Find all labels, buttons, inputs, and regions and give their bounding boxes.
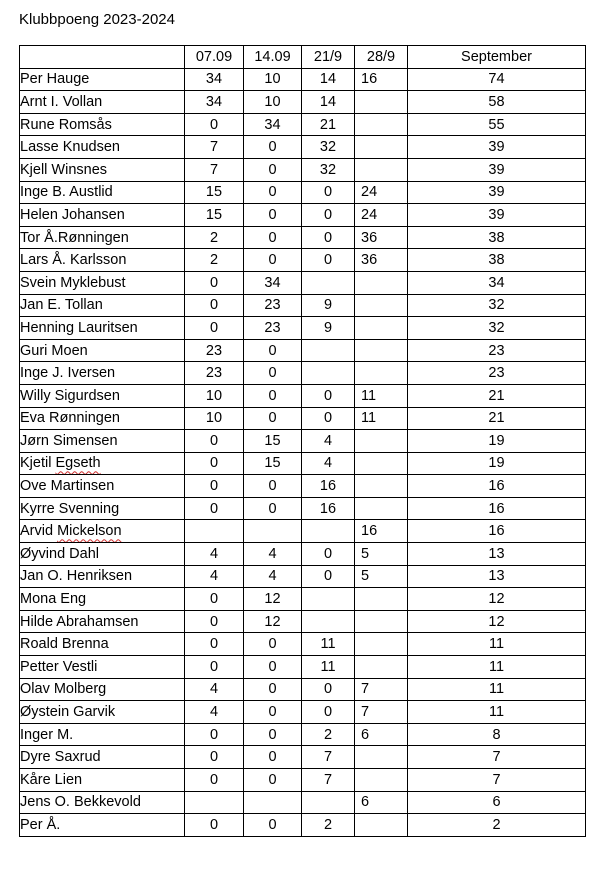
score-cell: 0	[185, 633, 244, 656]
player-name: Jens O. Bekkevold	[20, 791, 185, 814]
player-name: Per Hauge	[20, 68, 185, 91]
score-cell: 11	[302, 656, 355, 679]
score-cell: 15	[244, 452, 302, 475]
table-row	[20, 701, 586, 724]
score-cell: 0	[185, 814, 244, 837]
total-cell: 55	[408, 113, 586, 136]
score-cell	[355, 497, 408, 520]
score-cell: 0	[244, 226, 302, 249]
player-name: Guri Moen	[20, 339, 185, 362]
score-cell	[185, 520, 244, 543]
table-row	[20, 91, 586, 114]
table-row	[20, 769, 586, 792]
table-row	[20, 475, 586, 498]
table-row	[20, 384, 586, 407]
score-cell: 0	[244, 136, 302, 159]
score-cell: 4	[302, 452, 355, 475]
table-row	[20, 723, 586, 746]
score-cell	[355, 113, 408, 136]
score-cell: 0	[244, 633, 302, 656]
table-row	[20, 520, 586, 543]
score-cell: 23	[185, 362, 244, 385]
score-cell: 0	[185, 723, 244, 746]
score-cell	[355, 746, 408, 769]
score-cell	[355, 588, 408, 611]
score-cell: 23	[244, 294, 302, 317]
score-cell: 16	[302, 497, 355, 520]
score-cell	[302, 520, 355, 543]
player-name: Inger M.	[20, 723, 185, 746]
score-cell: 7	[355, 678, 408, 701]
score-cell	[355, 271, 408, 294]
score-cell: 23	[185, 339, 244, 362]
total-cell: 7	[408, 769, 586, 792]
score-cell: 34	[244, 271, 302, 294]
score-cell	[355, 814, 408, 837]
score-cell	[355, 610, 408, 633]
total-cell: 34	[408, 271, 586, 294]
table-row	[20, 633, 586, 656]
player-name: Per Å.	[20, 814, 185, 837]
score-cell: 2	[185, 226, 244, 249]
table-row	[20, 136, 586, 159]
total-cell: 12	[408, 610, 586, 633]
table-row	[20, 543, 586, 566]
score-cell: 6	[355, 723, 408, 746]
total-cell: 13	[408, 565, 586, 588]
table-row	[20, 565, 586, 588]
score-cell: 16	[355, 520, 408, 543]
score-cell	[185, 791, 244, 814]
score-cell	[355, 475, 408, 498]
score-cell: 5	[355, 543, 408, 566]
score-cell: 14	[302, 68, 355, 91]
score-cell	[355, 633, 408, 656]
score-cell: 5	[355, 565, 408, 588]
score-cell: 2	[302, 814, 355, 837]
player-name: Svein Myklebust	[20, 271, 185, 294]
score-cell: 10	[185, 407, 244, 430]
score-cell: 0	[185, 430, 244, 453]
header-date-4: 28/9	[355, 46, 408, 69]
score-cell: 0	[244, 249, 302, 272]
table-row	[20, 362, 586, 385]
score-cell: 0	[302, 384, 355, 407]
score-cell: 7	[302, 769, 355, 792]
spellcheck-flagged-word: Mickelson	[57, 523, 122, 540]
score-cell: 0	[244, 204, 302, 227]
player-name: Ove Martinsen	[20, 475, 185, 498]
total-cell: 16	[408, 497, 586, 520]
score-cell: 0	[244, 339, 302, 362]
score-cell: 0	[185, 769, 244, 792]
score-cell: 12	[244, 610, 302, 633]
player-name: Eva Rønningen	[20, 407, 185, 430]
score-cell: 0	[244, 384, 302, 407]
total-cell: 39	[408, 136, 586, 159]
score-cell: 0	[302, 181, 355, 204]
player-name	[20, 520, 185, 543]
page-title: Klubbpoeng 2023-2024	[19, 11, 175, 28]
table-row	[20, 294, 586, 317]
score-cell: 0	[244, 407, 302, 430]
score-cell: 4	[185, 678, 244, 701]
table-row	[20, 452, 586, 475]
total-cell: 38	[408, 249, 586, 272]
table-body	[20, 68, 586, 836]
score-cell: 0	[185, 610, 244, 633]
score-cell	[355, 317, 408, 340]
score-cell: 0	[185, 113, 244, 136]
score-cell: 0	[244, 769, 302, 792]
table-row	[20, 814, 586, 837]
player-name: Dyre Saxrud	[20, 746, 185, 769]
score-cell: 23	[244, 317, 302, 340]
total-cell: 2	[408, 814, 586, 837]
score-cell: 0	[185, 497, 244, 520]
header-date-2: 14.09	[244, 46, 302, 69]
score-cell: 0	[302, 407, 355, 430]
total-cell: 32	[408, 294, 586, 317]
total-cell: 7	[408, 746, 586, 769]
name-part: Kjetil	[20, 455, 56, 472]
score-cell: 0	[244, 158, 302, 181]
score-cell	[244, 791, 302, 814]
score-cell: 11	[302, 633, 355, 656]
name-part: Arvid	[20, 523, 58, 540]
score-cell: 0	[302, 543, 355, 566]
score-cell: 36	[355, 249, 408, 272]
header-row	[20, 46, 586, 69]
score-cell: 11	[355, 407, 408, 430]
score-cell: 0	[185, 475, 244, 498]
table-row	[20, 407, 586, 430]
score-cell	[244, 520, 302, 543]
total-cell: 11	[408, 701, 586, 724]
score-cell	[355, 339, 408, 362]
total-cell: 11	[408, 633, 586, 656]
score-cell: 0	[244, 723, 302, 746]
score-cell: 0	[244, 497, 302, 520]
score-cell: 4	[244, 565, 302, 588]
player-name: Jørn Simensen	[20, 430, 185, 453]
score-cell: 4	[244, 543, 302, 566]
player-name: Inge B. Austlid	[20, 181, 185, 204]
score-cell: 0	[244, 701, 302, 724]
total-cell: 21	[408, 384, 586, 407]
score-cell: 16	[302, 475, 355, 498]
player-name: Øyvind Dahl	[20, 543, 185, 566]
score-cell	[355, 452, 408, 475]
total-cell: 6	[408, 791, 586, 814]
score-cell	[302, 339, 355, 362]
score-cell: 24	[355, 204, 408, 227]
score-cell	[302, 362, 355, 385]
score-cell: 0	[185, 452, 244, 475]
score-cell: 0	[244, 656, 302, 679]
player-name: Roald Brenna	[20, 633, 185, 656]
table-row	[20, 249, 586, 272]
score-cell	[355, 656, 408, 679]
score-cell: 0	[185, 271, 244, 294]
score-cell: 15	[244, 430, 302, 453]
score-cell: 0	[185, 746, 244, 769]
table-row	[20, 497, 586, 520]
score-cell: 2	[185, 249, 244, 272]
score-cell	[302, 791, 355, 814]
total-cell: 16	[408, 520, 586, 543]
table-row	[20, 271, 586, 294]
score-cell: 9	[302, 294, 355, 317]
score-cell: 10	[185, 384, 244, 407]
score-cell: 21	[302, 113, 355, 136]
score-cell: 0	[185, 317, 244, 340]
score-cell: 0	[302, 226, 355, 249]
club-points-table	[19, 45, 586, 837]
table-row	[20, 317, 586, 340]
player-name: Rune Romsås	[20, 113, 185, 136]
total-cell: 39	[408, 181, 586, 204]
player-name: Lasse Knudsen	[20, 136, 185, 159]
total-cell: 38	[408, 226, 586, 249]
score-cell	[302, 610, 355, 633]
player-name: Jan E. Tollan	[20, 294, 185, 317]
table-row	[20, 588, 586, 611]
score-cell: 7	[355, 701, 408, 724]
score-cell: 0	[244, 678, 302, 701]
total-cell: 19	[408, 430, 586, 453]
total-cell: 12	[408, 588, 586, 611]
total-cell: 8	[408, 723, 586, 746]
player-name: Olav Molberg	[20, 678, 185, 701]
table-row	[20, 746, 586, 769]
table-row	[20, 68, 586, 91]
player-name: Petter Vestli	[20, 656, 185, 679]
score-cell: 2	[302, 723, 355, 746]
header-date-1: 07.09	[185, 46, 244, 69]
score-cell: 24	[355, 181, 408, 204]
table-row	[20, 181, 586, 204]
total-cell: 11	[408, 678, 586, 701]
total-cell: 39	[408, 204, 586, 227]
score-cell: 9	[302, 317, 355, 340]
player-name: Lars Å. Karlsson	[20, 249, 185, 272]
total-cell: 23	[408, 339, 586, 362]
score-cell: 0	[185, 294, 244, 317]
table-row	[20, 113, 586, 136]
score-cell	[355, 430, 408, 453]
score-cell: 34	[185, 68, 244, 91]
score-cell: 11	[355, 384, 408, 407]
score-cell: 4	[302, 430, 355, 453]
score-cell: 15	[185, 204, 244, 227]
score-cell: 0	[302, 678, 355, 701]
table-row	[20, 656, 586, 679]
player-name: Øystein Garvik	[20, 701, 185, 724]
score-cell: 36	[355, 226, 408, 249]
score-cell: 0	[302, 204, 355, 227]
player-name: Hilde Abrahamsen	[20, 610, 185, 633]
score-cell	[355, 362, 408, 385]
score-cell: 16	[355, 68, 408, 91]
header-total: September	[408, 46, 586, 69]
total-cell: 39	[408, 158, 586, 181]
score-cell: 0	[244, 181, 302, 204]
score-cell: 34	[244, 113, 302, 136]
score-cell: 32	[302, 136, 355, 159]
player-name: Willy Sigurdsen	[20, 384, 185, 407]
total-cell: 58	[408, 91, 586, 114]
score-cell: 4	[185, 701, 244, 724]
player-name: Kjell Winsnes	[20, 158, 185, 181]
player-name: Tor Å.Rønningen	[20, 226, 185, 249]
table-row	[20, 158, 586, 181]
score-cell	[355, 136, 408, 159]
score-cell: 6	[355, 791, 408, 814]
player-name: Jan O. Henriksen	[20, 565, 185, 588]
table-row	[20, 226, 586, 249]
player-name: Kyrre Svenning	[20, 497, 185, 520]
table-row	[20, 204, 586, 227]
score-cell: 0	[244, 475, 302, 498]
score-cell	[355, 91, 408, 114]
score-cell: 7	[185, 158, 244, 181]
header-name	[20, 46, 185, 69]
spellcheck-flagged-word: Egseth	[55, 455, 101, 472]
score-cell: 0	[185, 588, 244, 611]
score-cell	[355, 769, 408, 792]
header-date-3: 21/9	[302, 46, 355, 69]
total-cell: 13	[408, 543, 586, 566]
table-row	[20, 610, 586, 633]
total-cell: 16	[408, 475, 586, 498]
score-cell: 15	[185, 181, 244, 204]
player-name: Mona Eng	[20, 588, 185, 611]
score-cell: 0	[302, 249, 355, 272]
player-name: Kåre Lien	[20, 769, 185, 792]
total-cell: 21	[408, 407, 586, 430]
score-cell: 0	[185, 656, 244, 679]
score-cell: 7	[185, 136, 244, 159]
score-cell	[355, 158, 408, 181]
table-row	[20, 430, 586, 453]
total-cell: 23	[408, 362, 586, 385]
score-cell: 32	[302, 158, 355, 181]
total-cell: 11	[408, 656, 586, 679]
score-cell: 14	[302, 91, 355, 114]
table-row	[20, 791, 586, 814]
total-cell: 19	[408, 452, 586, 475]
score-cell: 0	[302, 701, 355, 724]
score-cell: 4	[185, 543, 244, 566]
score-cell: 7	[302, 746, 355, 769]
score-cell: 0	[302, 565, 355, 588]
score-cell: 12	[244, 588, 302, 611]
table-row	[20, 339, 586, 362]
score-cell: 10	[244, 91, 302, 114]
total-cell: 74	[408, 68, 586, 91]
score-cell	[302, 271, 355, 294]
player-name: Henning Lauritsen	[20, 317, 185, 340]
score-cell: 0	[244, 814, 302, 837]
table-row	[20, 678, 586, 701]
player-name: Arnt I. Vollan	[20, 91, 185, 114]
score-cell: 4	[185, 565, 244, 588]
score-cell: 0	[244, 746, 302, 769]
player-name	[20, 452, 185, 475]
player-name: Helen Johansen	[20, 204, 185, 227]
score-cell	[302, 588, 355, 611]
score-cell: 34	[185, 91, 244, 114]
score-cell: 10	[244, 68, 302, 91]
player-name: Inge J. Iversen	[20, 362, 185, 385]
score-cell	[355, 294, 408, 317]
score-cell: 0	[244, 362, 302, 385]
total-cell: 32	[408, 317, 586, 340]
